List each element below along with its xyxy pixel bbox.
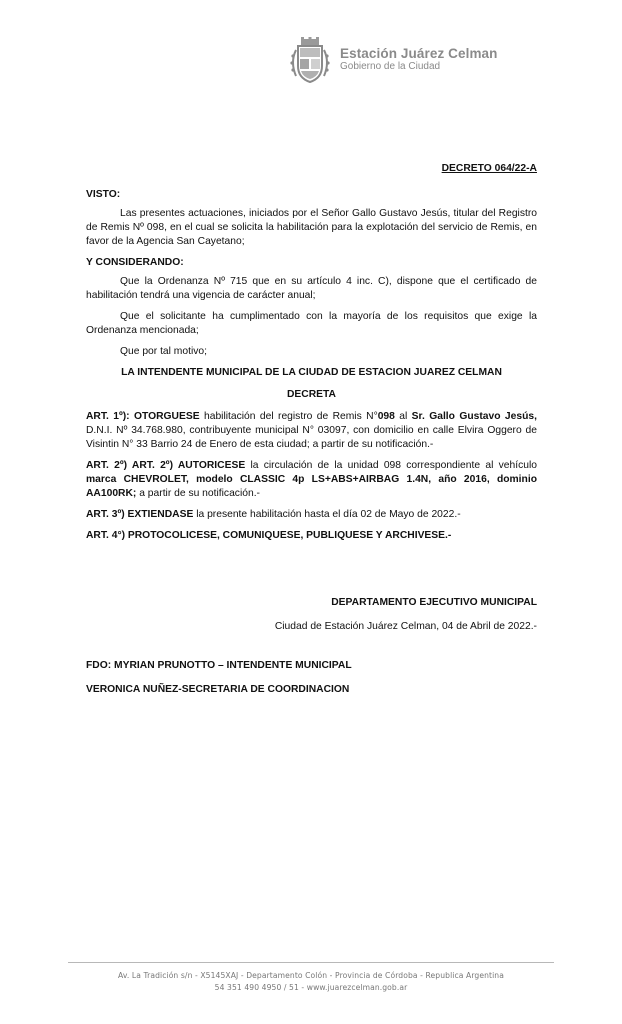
brand-subtitle: Gobierno de la Ciudad [340,61,441,73]
signature-block [86,596,537,634]
decreta-title: DECRETA [286,389,336,400]
article-1-text-b: al [394,411,412,422]
visto-heading: VISTO: [86,189,121,200]
decree-number: DECRETO 064/22-A [441,163,537,174]
municipal-crest-icon [286,36,334,84]
decree-body [86,162,537,550]
footer-contact: 54 351 490 4950 / 51 - www.juarezcelman.gob.ar [214,983,408,992]
considerando-paragraph-3: Que por tal motivo; [120,346,207,357]
article-1-remis-number: 098 [377,411,395,422]
footer-address: Av. La Tradición s/n - X5145XAJ - Departamento Colón - Provincia de Córdoba - Republica Argentina [118,971,504,980]
signatory-intendente: FDO: MYRIAN PRUNOTTO – INTENDENTE MUNICIPAL [86,660,352,671]
article-2-text-b: a partir de su notificación.- [136,488,260,499]
article-2-vehicle: marca CHEVROLET, modelo CLASSIC 4p LS+ABS+AIRBAG 1.4N, año 2016, dominio AA100RK; [86,474,537,499]
article-2-label: ART. 2º) ART. 2º) AUTORICESE [86,460,246,471]
footer [60,970,562,994]
signatory-secretaria: VERONICA NUÑEZ-SECRETARIA DE COORDINACION [86,684,350,695]
department-name: DEPARTAMENTO EJECUTIVO MUNICIPAL [331,597,537,608]
article-2-text-a: la circulación de la unidad 098 correspondiente al vehículo [245,460,537,471]
article-3-label: ART. 3º) EXTIENDASE [86,509,194,520]
article-1-holder: Sr. Gallo Gustavo Jesús, [411,411,537,422]
article-1-text-c: D.N.I. Nº 34.768.980, contribuyente municipal N° 03097, con domicilio en calle Elvira Oggero de Visintin N° 33 Barrio 24 de Enero de esta ciudad; a partir de su notificación.- [86,425,537,450]
article-1-text-a: habilitación del registro de Remis N° [199,411,378,422]
brand-name: Estación Juárez Celman [340,46,498,62]
place-and-date: Ciudad de Estación Juárez Celman, 04 de Abril de 2022.- [274,621,537,632]
article-3 [86,508,537,522]
article-4: ART. 4°) PROTOCOLICESE, COMUNIQUESE, PUBLIQUESE Y ARCHIVESE.- [86,530,452,541]
brand-text [340,47,498,73]
signatories [86,659,537,707]
considerando-heading: Y CONSIDERANDO: [86,257,184,268]
footer-divider [68,962,554,963]
letterhead [286,36,498,84]
considerando-paragraph-1: Que la Ordenanza Nº 715 que en su artículo 4 inc. C), dispone que el certificado de habilitación tendrá una vigencia de carácter anual; [86,276,537,301]
visto-text: Las presentes actuaciones, iniciados por el Señor Gallo Gustavo Jesús, titular del Registro de Remis Nº 098, en el cual se solicita la habilitación para la explotación del servicio de Remis, en favor de la Agencia San Cayetano; [86,208,537,247]
article-1 [86,410,537,452]
article-1-label: ART. 1º): OTORGUESE [86,411,200,422]
article-2 [86,459,537,501]
considerando-paragraph-2: Que el solicitante ha cumplimentado con la mayoría de los requisitos que exige la Ordenanza mencionada; [86,311,537,336]
authority-title: LA INTENDENTE MUNICIPAL DE LA CIUDAD DE ESTACION JUAREZ CELMAN [121,367,502,378]
article-3-text: la presente habilitación hasta el día 02 de Mayo de 2022.- [193,509,461,520]
